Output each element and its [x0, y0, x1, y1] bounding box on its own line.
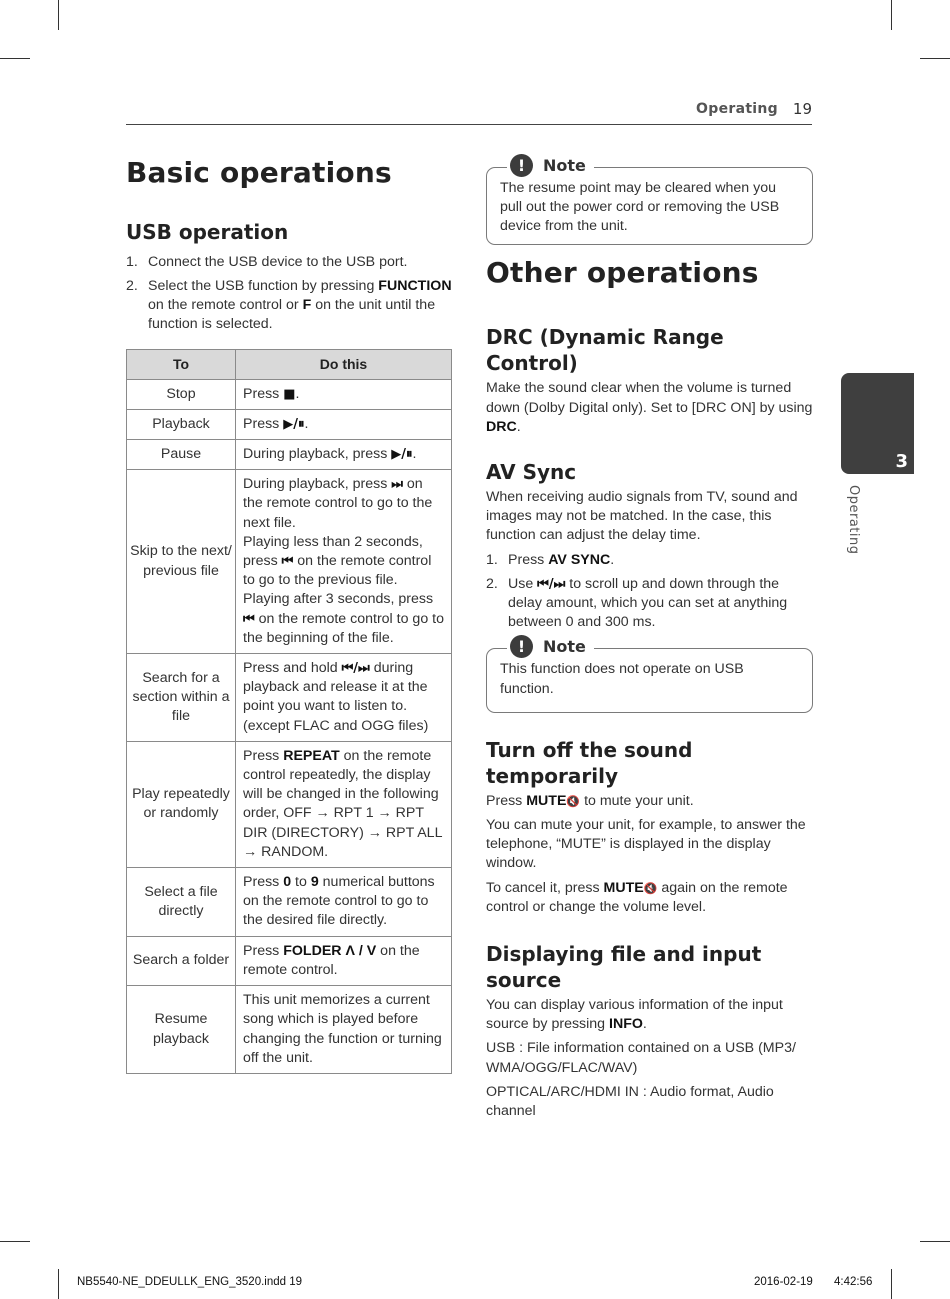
button-symbol-icon: ⏭ [391, 477, 403, 493]
av-sync-steps [486, 551, 813, 633]
table-cell-to: Select a file directly [127, 868, 236, 937]
crop-mark [891, 0, 892, 30]
table-cell-do-this: Press ■. [236, 379, 452, 409]
table-row [127, 936, 452, 985]
av-sync-step-2: 2. Use ⏮/⏭ to scroll up and down through the delay amount, which you can set at anything between 0 and 300 ms. [486, 575, 788, 631]
table-header-do-this: Do this [236, 349, 452, 379]
table-cell-do-this: Press and hold ⏮/⏭ during playback and release it at the point you want to listen to. (except FLAC and OGG files) [236, 654, 452, 742]
av-sync-text: When receiving audio signals from TV, sound and images may not be matched. In the case, this function can adjust the delay time. [486, 489, 798, 544]
footer-filename: NB5540-NE_DDEULLK_ENG_3520.indd 19 [77, 1276, 303, 1288]
crop-mark [0, 1241, 30, 1242]
note-box-resume [486, 156, 813, 245]
left-column [126, 150, 452, 1074]
drc-text: Make the sound clear when the volume is turned down (Dolby Digital only). Set to [DRC ON] by using DRC. [486, 380, 813, 435]
display-text-1: You can display various information of the input source by pressing INFO. [486, 997, 783, 1033]
table-row [127, 470, 452, 654]
drc-heading: DRC (Dynamic Range Control) [486, 325, 724, 376]
note-text: This function does not operate on USB function. [500, 661, 744, 697]
table-row [127, 440, 452, 470]
note-label: Note [543, 156, 586, 175]
button-symbol-icon: ■ [283, 386, 296, 402]
table-cell-to: Resume playback [127, 986, 236, 1074]
mute-text-1: Press MUTE🔇 to mute your unit. [486, 792, 694, 809]
usb-step-2: 2. Select the USB function by pressing FUNCTION on the remote control or F on the unit until the function is selected. [126, 278, 452, 333]
page-header [126, 97, 812, 125]
button-symbol-icon: ⏮ [281, 554, 294, 570]
button-symbol-icon: ⏮ [243, 611, 255, 627]
table-row [127, 654, 452, 742]
table-cell-do-this: This unit memorizes a current song which is played before changing the function or turning off the unit. [236, 986, 452, 1074]
display-text-3: OPTICAL/ARC/HDMI IN : Audio format, Audio channel [486, 1083, 774, 1120]
av-sync-heading: AV Sync [486, 460, 577, 485]
table-row [127, 986, 452, 1074]
table-cell-to: Search a folder [127, 936, 236, 985]
table-cell-to: Search for a section within a file [127, 654, 236, 742]
table-row [127, 868, 452, 937]
table-cell-do-this: Press FOLDER Λ / V on the remote control. [236, 936, 452, 985]
table-cell-do-this: During playback, press ⏭ on the remote control to go to the next file. Playing less than 2 seconds, press ⏮ on the remote control to go to the previous file. Playing after 3 seconds, press ⏮ on the remote control to go to the beginning of the file. [236, 470, 452, 654]
page-title: Basic operations [126, 156, 392, 189]
table-cell-do-this: During playback, press ▶/⏸. [236, 440, 452, 470]
av-sync-step-1: 1. Press AV SYNC. [486, 551, 615, 568]
table-cell-do-this: Press ▶/⏸. [236, 409, 452, 439]
footer-time: 4:42:56 [834, 1276, 873, 1288]
mute-text-3: To cancel it, press MUTE🔇 again on the remote control or change the volume level. [486, 879, 788, 915]
chapter-number: 3 [895, 451, 908, 472]
table-cell-to: Playback [127, 409, 236, 439]
note-header [507, 635, 594, 658]
mute-heading: Turn off the sound temporarily [486, 737, 693, 788]
table-row [127, 379, 452, 409]
table-cell-to: Pause [127, 440, 236, 470]
note-text: The resume point may be cleared when you pull out the power cord or removing the USB device from the unit. [500, 180, 780, 235]
mute-icon: 🔇 [566, 794, 581, 808]
chapter-tab [841, 373, 914, 474]
table-cell-do-this: Press REPEAT on the remote control repeatedly, the display will be changed in the following order, OFF → RPT 1 → RPT DIR (DIRECTORY) → RPT ALL → RANDOM. [236, 741, 452, 867]
note-header [507, 154, 594, 177]
usb-operation-table [126, 349, 452, 1074]
crop-mark [0, 58, 30, 59]
crop-mark [58, 1269, 59, 1299]
table-cell-to: Skip to the next/ previous file [127, 470, 236, 654]
table-header-to: To [127, 349, 236, 379]
exclamation-icon: ! [510, 154, 533, 177]
note-box-usb [486, 637, 813, 712]
usb-step-1: 1. Connect the USB device to the USB port. [126, 253, 408, 270]
table-row [127, 741, 452, 867]
button-symbol-icon: ▶/⏸ [283, 416, 305, 432]
exclamation-icon: ! [510, 635, 533, 658]
note-label: Note [543, 637, 586, 657]
chapter-tab-label: Operating [846, 485, 861, 555]
usb-steps [126, 253, 452, 335]
display-heading: Displaying file and input source [486, 942, 762, 993]
button-symbol-icon: ▶/⏸ [391, 447, 413, 463]
table-header-row [127, 349, 452, 379]
crop-mark [891, 1269, 892, 1299]
table-cell-to: Play repeatedly or randomly [127, 741, 236, 867]
crop-mark [920, 58, 950, 59]
crop-mark [58, 0, 59, 30]
display-text-2: USB : File information contained on a USB (MP3/ WMA/OGG/FLAC/WAV) [486, 1040, 796, 1076]
crop-mark [920, 1241, 950, 1242]
table-cell-to: Stop [127, 379, 236, 409]
right-column [486, 150, 813, 1121]
table-row [127, 409, 452, 439]
page-number: 19 [792, 100, 812, 118]
table-cell-do-this: Press 0 to 9 numerical buttons on the remote control to go to the desired file directly. [236, 868, 452, 937]
button-symbol-icon: ⏮/⏭ [341, 661, 370, 677]
other-operations-title: Other operations [486, 255, 759, 289]
usb-operation-heading: USB operation [126, 219, 289, 244]
footer-date: 2016-02-19 [754, 1276, 813, 1288]
skip-prev-next-icon: ⏮/⏭ [537, 576, 566, 592]
mute-text-2: You can mute your unit, for example, to answer the telephone, “MUTE” is displayed in the display window. [486, 817, 806, 872]
header-section-title: Operating [696, 101, 778, 117]
mute-icon: 🔇 [643, 881, 658, 895]
